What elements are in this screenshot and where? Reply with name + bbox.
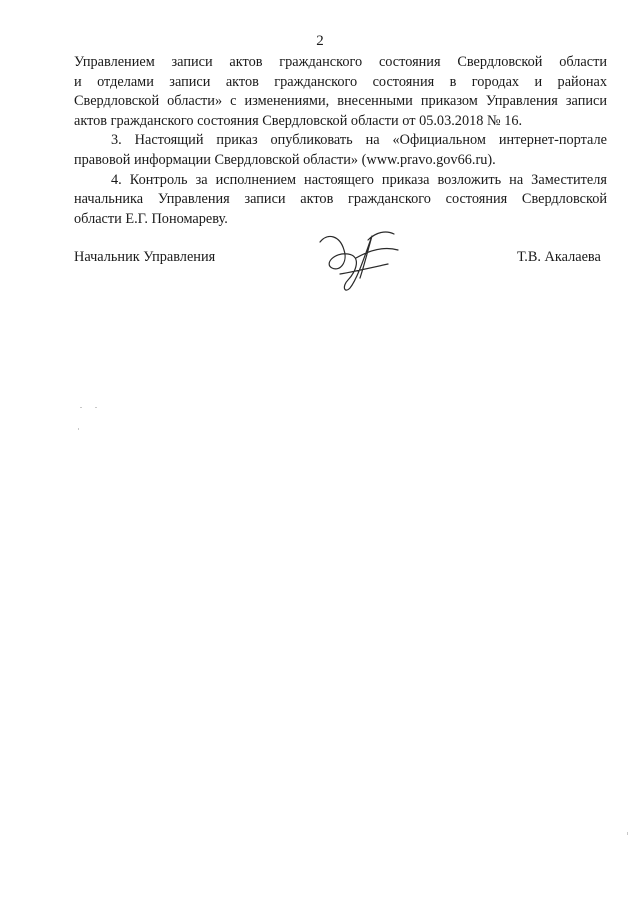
paragraph-item-4 bbox=[74, 171, 607, 230]
text-line: Свердловской области» с изменениями, внесенными приказом Управления записи bbox=[74, 93, 607, 110]
scan-speck bbox=[627, 832, 628, 835]
scan-speck bbox=[78, 428, 79, 430]
handwritten-signature bbox=[310, 228, 400, 296]
scan-speck bbox=[80, 407, 82, 408]
text-line: начальника Управления записи актов гражданского состояния Свердловской bbox=[74, 191, 607, 208]
text-line: Управлением записи актов гражданского состояния Свердловской области bbox=[74, 54, 607, 70]
signatory-role: Начальник Управления bbox=[74, 249, 216, 265]
paragraph-item-3 bbox=[74, 131, 607, 170]
signatory-name: Т.В. Акалаева bbox=[517, 249, 601, 265]
document-body bbox=[74, 53, 607, 229]
text-line: правовой информации Свердловской области» (www.pravo.gov66.ru). bbox=[74, 151, 496, 168]
text-line: 4. Контроль за исполнением настоящего приказа возложить на Заместителя bbox=[111, 171, 607, 188]
scan-speck bbox=[95, 407, 97, 408]
text-line: актов гражданского состояния Свердловской области от 05.03.2018 № 16. bbox=[74, 112, 523, 129]
text-line: 3. Настоящий приказ опубликовать на «Официальном интернет-портале bbox=[111, 132, 607, 149]
text-line: области Е.Г. Пономареву. bbox=[74, 210, 228, 227]
text-line: и отделами записи актов гражданского состояния в городах и районах bbox=[74, 73, 607, 90]
page-number: 2 bbox=[316, 33, 324, 49]
paragraph-continuation bbox=[74, 53, 607, 131]
